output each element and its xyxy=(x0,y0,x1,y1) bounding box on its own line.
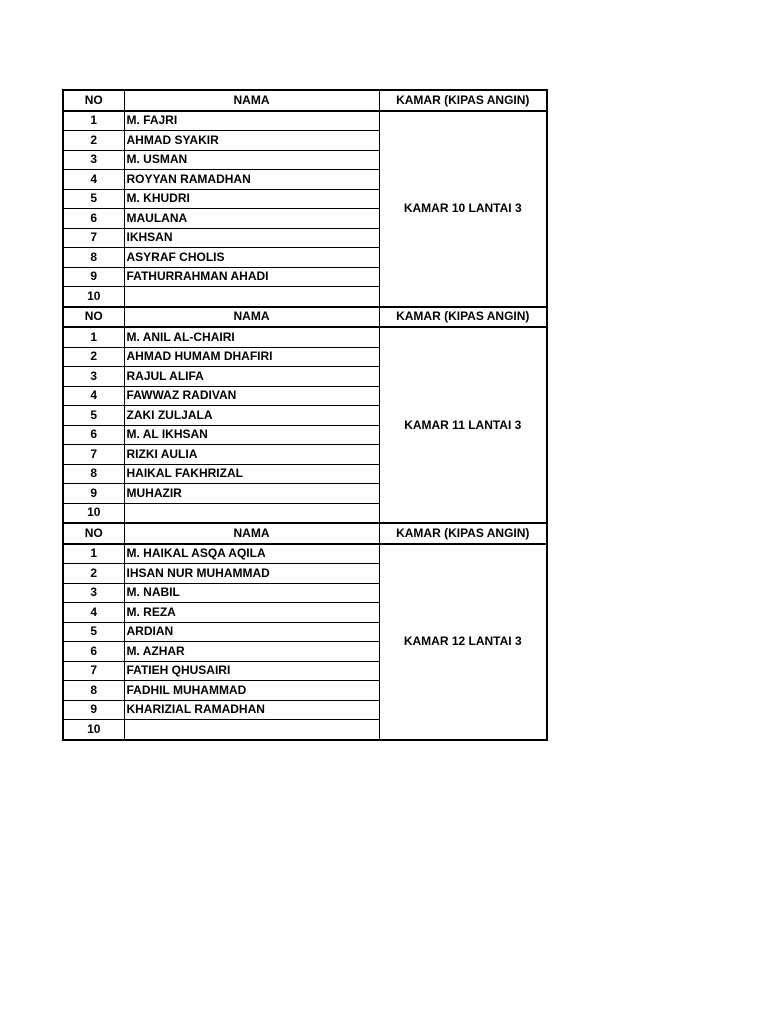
student-name: FADHIL MUHAMMAD xyxy=(124,681,379,701)
student-name: M. AL IKHSAN xyxy=(124,425,379,445)
row-number: 6 xyxy=(63,642,124,662)
room-assignment-table xyxy=(62,89,548,741)
row-number: 7 xyxy=(63,661,124,681)
row-number: 3 xyxy=(63,583,124,603)
room-label: KAMAR 12 LANTAI 3 xyxy=(379,544,547,740)
student-name: M. HAIKAL ASQA AQILA xyxy=(124,544,379,564)
row-number: 3 xyxy=(63,150,124,170)
row-number: 1 xyxy=(63,544,124,564)
student-name: M. REZA xyxy=(124,603,379,623)
student-name: ASYRAF CHOLIS xyxy=(124,248,379,268)
no-column-header: NO xyxy=(63,523,124,544)
header-row xyxy=(63,90,547,111)
student-name: FAWWAZ RADIVAN xyxy=(124,386,379,406)
name-column-header: NAMA xyxy=(124,523,379,544)
row-number: 2 xyxy=(63,347,124,367)
row-number: 3 xyxy=(63,367,124,387)
student-name: IKHSAN xyxy=(124,228,379,248)
student-name: AHMAD SYAKIR xyxy=(124,131,379,151)
student-name: FATHURRAHMAN AHADI xyxy=(124,267,379,287)
row-number: 2 xyxy=(63,564,124,584)
row-number: 4 xyxy=(63,386,124,406)
name-column-header: NAMA xyxy=(124,90,379,111)
student-name xyxy=(124,287,379,307)
student-name xyxy=(124,720,379,740)
header-row xyxy=(63,523,547,544)
row-number: 8 xyxy=(63,464,124,484)
room-column-header: KAMAR (KIPAS ANGIN) xyxy=(379,90,547,111)
student-name: M. AZHAR xyxy=(124,642,379,662)
student-name: ZAKI ZULJALA xyxy=(124,406,379,426)
row-number: 1 xyxy=(63,111,124,131)
student-name xyxy=(124,503,379,523)
student-name: M. NABIL xyxy=(124,583,379,603)
room-label: KAMAR 11 LANTAI 3 xyxy=(379,327,547,523)
name-column-header: NAMA xyxy=(124,307,379,328)
row-number: 10 xyxy=(63,287,124,307)
table-row xyxy=(63,327,547,347)
table-row xyxy=(63,111,547,131)
student-name: M. ANIL AL-CHAIRI xyxy=(124,327,379,347)
row-number: 7 xyxy=(63,228,124,248)
student-name: RIZKI AULIA xyxy=(124,445,379,465)
student-name: FATIEH QHUSAIRI xyxy=(124,661,379,681)
row-number: 6 xyxy=(63,209,124,229)
student-name: ROYYAN RAMADHAN xyxy=(124,170,379,190)
row-number: 8 xyxy=(63,681,124,701)
student-name: MAULANA xyxy=(124,209,379,229)
row-number: 7 xyxy=(63,445,124,465)
row-number: 9 xyxy=(63,700,124,720)
row-number: 6 xyxy=(63,425,124,445)
header-row xyxy=(63,307,547,328)
no-column-header: NO xyxy=(63,307,124,328)
student-name: KHARIZIAL RAMADHAN xyxy=(124,700,379,720)
row-number: 8 xyxy=(63,248,124,268)
room-column-header: KAMAR (KIPAS ANGIN) xyxy=(379,307,547,328)
row-number: 4 xyxy=(63,603,124,623)
table-row xyxy=(63,544,547,564)
row-number: 5 xyxy=(63,189,124,209)
student-name: M. USMAN xyxy=(124,150,379,170)
student-name: M. KHUDRI xyxy=(124,189,379,209)
row-number: 1 xyxy=(63,327,124,347)
student-name: RAJUL ALIFA xyxy=(124,367,379,387)
row-number: 5 xyxy=(63,406,124,426)
row-number: 2 xyxy=(63,131,124,151)
row-number: 9 xyxy=(63,484,124,504)
student-name: HAIKAL FAKHRIZAL xyxy=(124,464,379,484)
student-name: IHSAN NUR MUHAMMAD xyxy=(124,564,379,584)
student-name: AHMAD HUMAM DHAFIRI xyxy=(124,347,379,367)
row-number: 9 xyxy=(63,267,124,287)
student-name: M. FAJRI xyxy=(124,111,379,131)
student-name: MUHAZIR xyxy=(124,484,379,504)
row-number: 4 xyxy=(63,170,124,190)
no-column-header: NO xyxy=(63,90,124,111)
row-number: 10 xyxy=(63,720,124,740)
row-number: 10 xyxy=(63,503,124,523)
student-name: ARDIAN xyxy=(124,622,379,642)
room-column-header: KAMAR (KIPAS ANGIN) xyxy=(379,523,547,544)
room-label: KAMAR 10 LANTAI 3 xyxy=(379,111,547,307)
row-number: 5 xyxy=(63,622,124,642)
